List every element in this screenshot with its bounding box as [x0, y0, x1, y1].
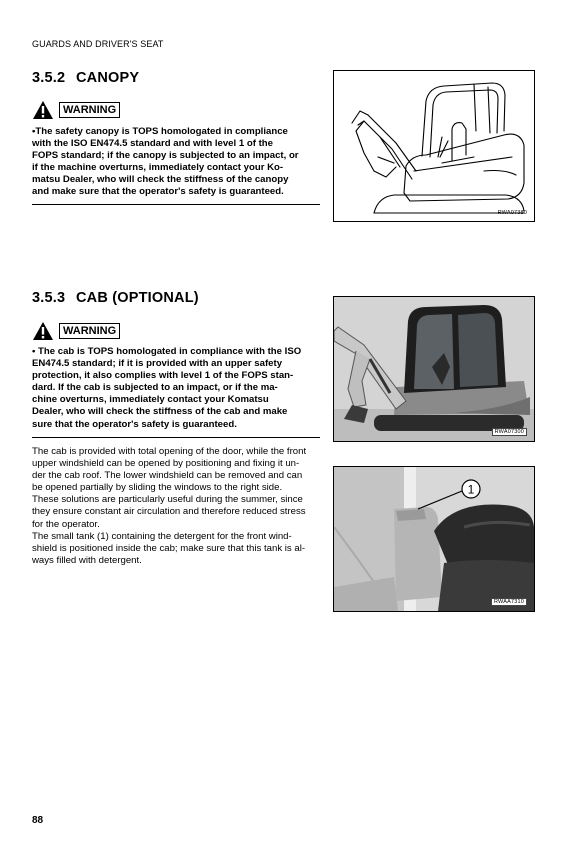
- section-heading-cab: [32, 290, 199, 306]
- warning-line: sure that the operator's safety is guaranteed.: [32, 418, 237, 430]
- warning-line: •The safety canopy is TOPS homologated in compliance: [32, 126, 288, 137]
- body-line: ways filled with detergent.: [32, 554, 142, 566]
- body-line: The small tank (1) containing the detergent for the front wind-: [32, 530, 292, 542]
- figure-code: RWA07300: [492, 428, 527, 436]
- section-number: 3.5.3: [32, 290, 66, 306]
- warning-line: • The cab is TOPS homologated in compliance with the ISO: [32, 346, 302, 357]
- warning-triangle-icon: [32, 100, 54, 120]
- warning-header-canopy: [32, 100, 120, 120]
- body-line: der the cab roof. The lower windshield can be removed and can: [32, 470, 303, 482]
- warning-line: EN474.5 standard; if it is provided with an upper safety: [32, 358, 283, 370]
- warning-triangle-icon: [32, 321, 54, 341]
- body-line: be opened partially by sliding the windows to the right side.: [32, 482, 283, 494]
- warning-line: Dealer, who will check the stiffness of the cab and make: [32, 406, 288, 418]
- warning-text-canopy: [32, 126, 320, 199]
- page-number: 88: [32, 815, 44, 826]
- excavator-cab-photo: [334, 297, 534, 441]
- body-line: for the operator.: [32, 518, 100, 530]
- detergent-tank-photo: [334, 467, 534, 611]
- section-title: CAB (OPTIONAL): [76, 290, 199, 306]
- warning-line: FOPS standard; if the canopy is subjected to an impact, or: [32, 150, 299, 162]
- running-head: GUARDS AND DRIVER'S SEAT: [32, 39, 164, 49]
- warning-line: and make sure that the operator's safety is guaranteed.: [32, 186, 284, 198]
- warning-line: if the machine overturns, immediately contact your Ko-: [32, 162, 284, 174]
- warning-line: matsu Dealer, who will check the stiffness of the canopy: [32, 174, 289, 186]
- cab-photo: [333, 296, 535, 442]
- warning-line: with the ISO EN474.5 standard and with level 1 of the: [32, 138, 273, 150]
- excavator-canopy-drawing: [334, 71, 534, 221]
- callout-number: 1: [467, 482, 475, 497]
- section-number: 3.5.2: [32, 70, 66, 86]
- warning-header-cab: [32, 321, 120, 341]
- warning-line: dard. If the cab is subjected to an impact, or if the ma-: [32, 382, 278, 394]
- body-line: These solutions are particularly useful during the summer, since: [32, 494, 303, 506]
- body-line: The cab is provided with total opening of the door, while the front: [32, 446, 307, 457]
- warning-label: WARNING: [59, 323, 120, 339]
- divider: [32, 437, 320, 438]
- divider: [32, 204, 320, 205]
- figure-code: RWA07380: [497, 210, 527, 216]
- section-heading-canopy: [32, 70, 139, 86]
- warning-text-cab: [32, 346, 320, 431]
- body-line: shield is positioned inside the cab; make sure that this tank is al-: [32, 542, 306, 554]
- tank-photo: [333, 466, 535, 612]
- body-line: they ensure constant air circulation and therefore reduced stress: [32, 506, 306, 518]
- figure-code: RWAA7310: [491, 598, 527, 606]
- warning-line: protection, it also complies with level 1 of the FOPS stan-: [32, 370, 294, 382]
- cab-body-text: [32, 446, 320, 567]
- body-line: upper windshield can be opened by positioning and fixing it un-: [32, 458, 300, 470]
- warning-label: WARNING: [59, 102, 120, 118]
- warning-line: chine overturns, immediately contact your Komatsu: [32, 394, 269, 406]
- canopy-illustration: [333, 70, 535, 222]
- section-title: CANOPY: [76, 70, 140, 86]
